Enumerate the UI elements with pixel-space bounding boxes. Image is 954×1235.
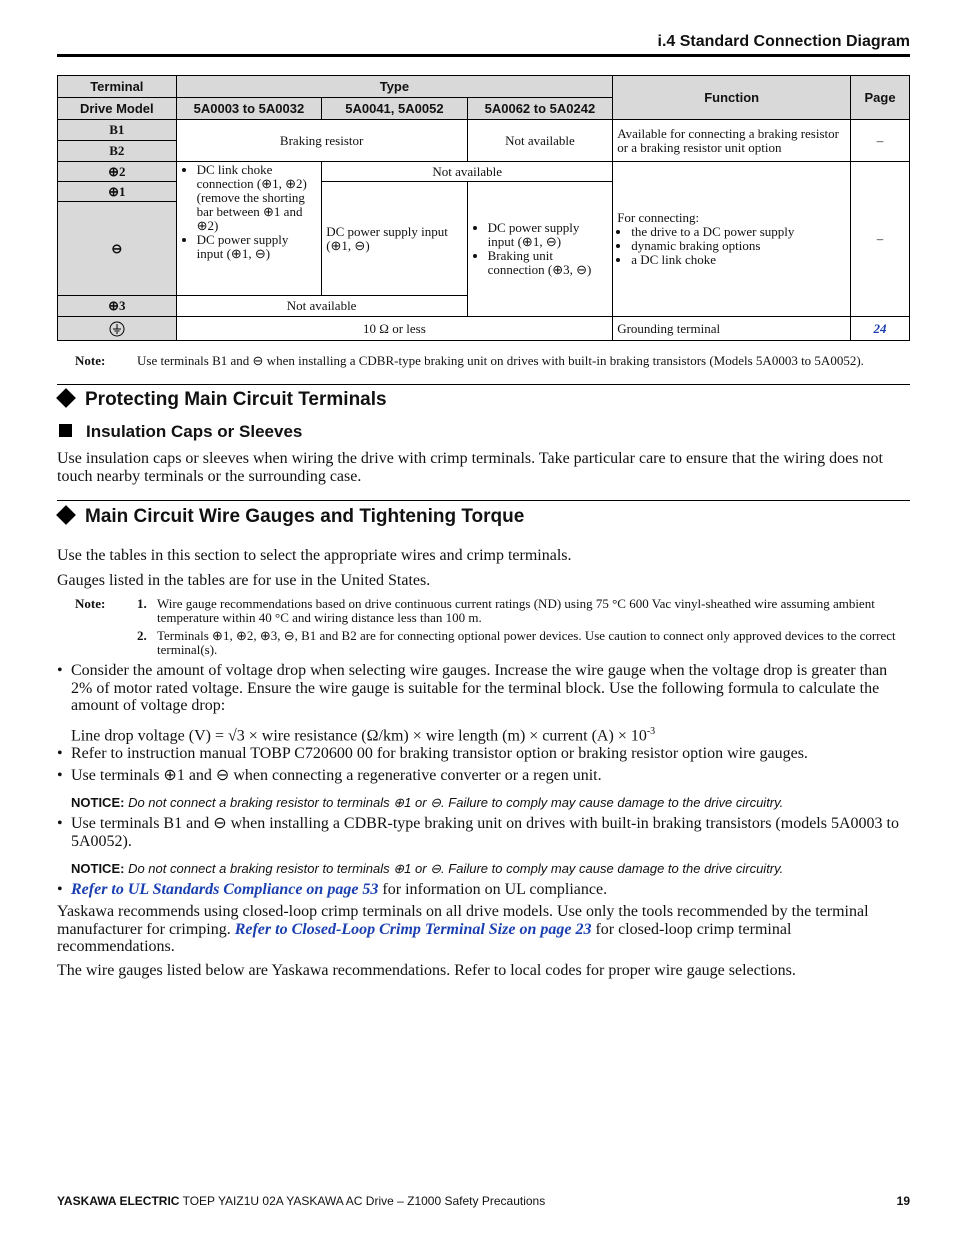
crimp-terminal-link[interactable]: Refer to Closed-Loop Crimp Terminal Size on page 23 <box>234 920 592 938</box>
notice-1 <box>71 795 783 811</box>
terminal-minus: ⊖ <box>58 202 177 296</box>
braking-resistor-cell: Braking resistor <box>176 120 467 162</box>
heading-wire-gauges-text: Main Circuit Wire Gauges and Tightening Torque <box>85 506 525 527</box>
notice-2-label: NOTICE: <box>71 861 125 876</box>
bullet-cdbr: • Use terminals B1 and ⊖ when installing a CDBR-type braking unit on drives with built-in braking transistors (models 5A0003 to 5A0052). <box>57 815 910 850</box>
function-connecting-2: • dynamic braking options <box>631 239 846 253</box>
wire-note-label: Note: <box>75 596 106 611</box>
bullet-ul-rest: for information on UL compliance. <box>378 881 608 898</box>
th-model-3: 5A0062 to 5A0242 <box>467 98 613 120</box>
formula-exponent: -3 <box>646 725 656 737</box>
terminal-plus1: ⊕1 <box>58 182 177 202</box>
function-ground: Grounding terminal <box>613 317 851 341</box>
section-header: i.4 Standard Connection Diagram <box>657 33 910 50</box>
th-type: Type <box>176 76 613 98</box>
ground-value-cell: 10 Ω or less <box>176 317 613 341</box>
wire-p2: Gauges listed in the tables are for use in the United States. <box>57 572 431 589</box>
terminal-b2: B2 <box>58 141 177 162</box>
th-function: Function <box>613 76 851 120</box>
bullet-instruction-manual: • Refer to instruction manual TOBP C720600 00 for braking transistor option or braking resistor option wire gauges. <box>57 745 910 763</box>
bullet-voltage-drop-text: Consider the amount of voltage drop when selecting wire gauges. Increase the wire gauge when the voltage drop is greater than 2% of motor rated voltage. Ensure the wire gauge is suitable for the terminal block. Use the following formula to calculate the amount of voltage drop: <box>71 662 888 714</box>
footer-brand: YASKAWA ELECTRIC <box>57 1194 180 1208</box>
function-connecting-1: • the drive to a DC power supply <box>631 225 846 239</box>
bullet-regen: • Use terminals ⊕1 and ⊖ when connecting a regenerative converter or a regen unit. <box>57 767 910 785</box>
heading-protecting <box>57 389 387 411</box>
wire-p1: Use the tables in this section to select the appropriate wires and crimp terminals. <box>57 547 572 564</box>
ul-compliance-link[interactable]: Refer to UL Standards Compliance on page 53 <box>71 881 379 898</box>
right-type-item-2: • Braking unit connection (⊕3, ⊖) <box>488 249 609 277</box>
notice-2 <box>71 861 783 877</box>
dc-supply-mid-cell: DC power supply input (⊕1, ⊖) <box>322 182 467 296</box>
subheading-insulation-text: Insulation Caps or Sleeves <box>86 422 303 441</box>
divider-1 <box>57 384 910 385</box>
formula <box>71 723 910 745</box>
ground-page-link[interactable]: 24 <box>851 317 910 341</box>
function-connecting <box>613 162 851 317</box>
wire-notes <box>75 597 910 661</box>
ground-symbol-icon <box>109 321 125 337</box>
dc-choke-item-1: • DC link choke connection (⊕1, ⊕2) (remove the shorting bar between ⊕1 and ⊕2) <box>197 163 318 233</box>
function-braking: Available for connecting a braking resistor or a braking resistor unit option <box>613 120 851 162</box>
th-drive-model: Drive Model <box>58 98 177 120</box>
right-type-cell <box>467 182 613 317</box>
not-available-cell: Not available <box>467 120 613 162</box>
table-note <box>75 353 915 369</box>
crimp-paragraph-b: for closed-loop crimp terminal recommendations. <box>57 920 792 955</box>
th-terminal: Terminal <box>58 76 177 98</box>
page-dash-2: – <box>851 162 910 317</box>
wire-note-2-text: Terminals ⊕1, ⊕2, ⊕3, ⊖, B1 and B2 are for connecting optional power devices. Use caution to connect only approved devices to the correct terminal(s). <box>157 628 896 657</box>
crimp-paragraph <box>57 903 910 956</box>
footer <box>57 1194 910 1208</box>
wire-note-2 <box>75 629 910 656</box>
bullet-regen-text: Use terminals ⊕1 and ⊖ when connecting a regenerative converter or a regen unit. <box>71 767 602 784</box>
th-model-1: 5A0003 to 5A0032 <box>176 98 322 120</box>
notice-1-text: Do not connect a braking resistor to terminals ⊕1 or ⊖. Failure to comply may cause damage to the drive circuitry. <box>128 795 784 810</box>
th-model-2: 5A0041, 5A0052 <box>322 98 467 120</box>
wire-note-2-num: 2. <box>137 628 147 643</box>
bullet-voltage-drop: • Consider the amount of voltage drop when selecting wire gauges. Increase the wire gauge when the voltage drop is greater than 2% of motor rated voltage. Ensure the wire gauge is suitable for the terminal block. Use the following formula to calculate the amount of voltage drop: Line drop voltage (V) = √3 × wire resistance (Ω/km) × wire length (m) × current $(A) \times 10^{-3}$ <box>57 662 910 744</box>
bullet-cdbr-text: Use terminals B1 and ⊖ when installing a CDBR-type braking unit on drives with built-in braking transistors (models 5A0003 to 5A0052). <box>71 815 899 850</box>
heading-protecting-text: Protecting Main Circuit Terminals <box>85 389 387 410</box>
footer-doc: TOEP YAIZ1U 02A YASKAWA AC Drive – Z1000 Safety Precautions <box>179 1194 546 1208</box>
diamond-icon <box>56 388 76 408</box>
wire-note-1 <box>75 597 910 624</box>
divider-2 <box>57 500 910 501</box>
bullet-instruction-manual-text: Refer to instruction manual TOBP C720600 00 for braking transistor option or braking resistor option wire gauges. <box>71 745 808 762</box>
table-note-text: Use terminals B1 and ⊖ when installing a CDBR-type braking unit on drives with built-in braking transistors (Models 5A0003 to 5A0052). <box>137 353 864 368</box>
header-rule <box>57 54 910 57</box>
table-note-label: Note: <box>75 353 106 368</box>
dc-choke-item-2: • DC power supply input (⊕1, ⊖) <box>197 233 318 261</box>
terminal-b1: B1 <box>58 120 177 141</box>
notice-1-label: NOTICE: <box>71 795 125 810</box>
wire-note-1-num: 1. <box>137 596 147 611</box>
diamond-icon <box>56 505 76 525</box>
crimp-paragraph-a: Yaskawa recommends using closed-loop crimp terminals on all drive models. Use only the tools recommended by the terminal manufacturer for crimping. <box>57 903 869 938</box>
subheading-insulation <box>57 422 302 442</box>
th-page: Page <box>851 76 910 120</box>
insulation-paragraph: Use insulation caps or sleeves when wiring the drive with crimp terminals. Take particular care to ensure that the wiring does not touch nearby terminals or the surrounding case. <box>57 450 883 485</box>
heading-wire-gauges <box>57 506 524 528</box>
function-connecting-3: • a DC link choke <box>631 253 846 267</box>
bullet-ul: • Refer to UL Standards Compliance on page 53 for information on UL compliance. <box>57 881 608 898</box>
not-available-cell-3: Not available <box>176 296 467 317</box>
page-number: 19 <box>896 1194 910 1208</box>
dc-choke-cell <box>176 162 322 296</box>
square-bullet-icon <box>59 424 72 437</box>
function-connecting-lead: For connecting: <box>617 210 700 225</box>
terminal-function-table <box>57 75 910 341</box>
wire-gauge-paragraph: The wire gauges listed below are Yaskawa recommendations. Refer to local codes for proper wire gauge selections. <box>57 962 796 979</box>
notice-2-text: Do not connect a braking resistor to terminals ⊕1 or ⊖. Failure to comply may cause damage to the drive circuitry. <box>128 861 784 876</box>
terminal-plus3: ⊕3 <box>58 296 177 317</box>
not-available-cell-2: Not available <box>322 162 613 182</box>
formula-text: Line drop voltage (V) = √3 × wire resistance (Ω/km) × wire length (m) × current (A) × 10 <box>71 726 647 744</box>
page-dash-1: – <box>851 120 910 162</box>
right-type-item-1: • DC power supply input (⊕1, ⊖) <box>488 221 609 249</box>
terminal-plus2: ⊕2 <box>58 162 177 182</box>
wire-note-1-text: Wire gauge recommendations based on drive continuous current ratings (ND) using 75 °C 600 Vac vinyl-sheathed wire assuming ambient temperature within 40 °C and wiring distance less than 100 m. <box>157 596 875 625</box>
terminal-ground <box>58 317 177 341</box>
